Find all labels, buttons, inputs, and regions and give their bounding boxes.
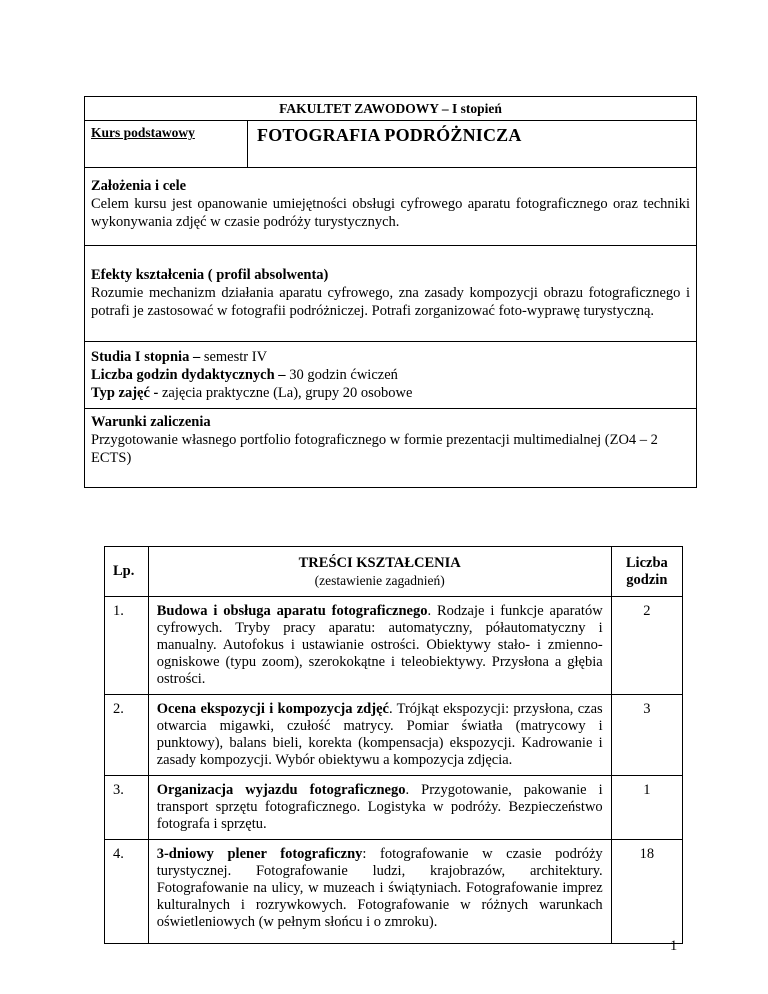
hours-line [91,366,690,384]
table-header-row [105,547,683,597]
table-row [105,776,683,840]
row-topic: Organizacja wyjazdu fotograficznego [156,782,406,798]
row-desc [148,840,611,944]
table-row [105,597,683,695]
col-subtitle-label: (zestawienie zagadnień) [314,572,445,588]
section-text: Celem kursu jest opanowanie umiejętności obsługi cyfrowego aparatu fotograficznego oraz techniki wykonywania zdjęć w czasie podróży turystycznych. [91,196,690,230]
row-text: . Rodzaje i funkcje aparatów cyfrowych. Tryby pracy aparatu: automatyczny, półautomatyczny i manualny. Autofokus i ustawianie ostrości. Obiektywy stało- i zmienno-ogniskowe (typu zoom), szerokokątne i teleobiektywy. Przysłona a głębia ostrości. [156,603,603,687]
section-warunki [84,408,697,488]
course-title: FOTOGRAFIA PODRÓŻNICZA [257,125,522,145]
row-topic: 3-dniowy plener fotograficzny [156,846,363,862]
section-heading: Efekty kształcenia ( profil absolwenta) [91,267,329,283]
col-title-header [148,547,611,597]
row-text: . Trójkąt ekspozycji: przysłona, czas otwarcia migawki, czułość matrycy. Pomiar światła (matrycowy i punktowy), balans bieli, korekta (kompensacja) ekspozycji. Kadrowanie i zasady kompozycji. Wybór obiektywu a kompozycja zdjęcia. [156,701,603,768]
type-line [91,384,690,402]
row-text: . Przygotowanie, pakowanie i transport sprzętu fotograficznego. Logistyka w podróży. Bezpieczeństwo fotografa i sprzętu. [156,782,603,832]
studia-line [91,348,690,366]
row-desc [148,776,611,840]
content-table [104,546,683,944]
row-hours: 1 [611,776,682,840]
row-lp: 3. [105,776,149,840]
col-hours-header [611,547,682,597]
row-lp: 1. [105,597,149,695]
type-label: Typ zajęć - [91,385,159,401]
studia-label: Studia I stopnia – [91,349,201,365]
col-lp-header [105,547,149,597]
page-number: 1 [670,938,678,954]
table-row [105,695,683,776]
faculty-row [84,96,697,121]
section-zalozenia [84,167,697,246]
col-hours-label: Liczba godzin [625,554,668,588]
section-text: Przygotowanie własnego portfolio fotograficznego w formie prezentacji multimedialnej (ZO4 – 2 ECTS) [91,432,658,466]
row-hours: 18 [611,840,682,944]
row-topic: Budowa i obsługa aparatu fotograficznego [156,603,428,619]
faculty-title: FAKULTET ZAWODOWY – I stopień [279,101,502,116]
section-efekty [84,245,697,342]
table-row [105,840,683,944]
section-text: Rozumie mechanizm działania aparatu cyfrowego, zna zasady kompozycji obrazu fotograficznego i potrafi je zastosować w fotografii podróżniczej. Potrafi zorganizować foto-wyprawę turystyczną. [91,285,690,319]
row-text: : fotografowanie w czasie podróży turystycznej. Fotografowanie ludzi, krajobrazów, architektury. Fotografowanie na ulicy, w muzeach i świątyniach. Fotografowanie imprez kulturalnych i rozrywkowych. Fotografowanie w różnych warunkach oświetleniowych (w pełnym słońcu i o zmroku). [156,846,603,930]
row-desc [148,695,611,776]
studia-value: semestr IV [200,349,268,365]
col-lp-label: Lp. [113,563,135,579]
course-title-cell [247,120,697,168]
type-value: zajęcia praktyczne (La), grupy 20 osobowe [158,385,413,401]
row-lp: 2. [105,695,149,776]
row-topic: Ocena ekspozycji i kompozycja zdjęć [156,701,389,717]
section-heading: Warunki zaliczenia [91,414,211,430]
section-heading: Założenia i cele [91,178,187,194]
row-lp: 4. [105,840,149,944]
row-hours: 2 [611,597,682,695]
section-studia [84,341,697,409]
course-label: Kurs podstawowy [91,125,195,140]
row-hours: 3 [611,695,682,776]
row-desc [148,597,611,695]
hours-label: Liczba godzin dydaktycznych – [91,367,286,383]
col-title-label: TREŚCI KSZTAŁCENIA [298,554,461,571]
course-label-cell [84,120,248,168]
hours-value: 30 godzin ćwiczeń [285,367,398,383]
